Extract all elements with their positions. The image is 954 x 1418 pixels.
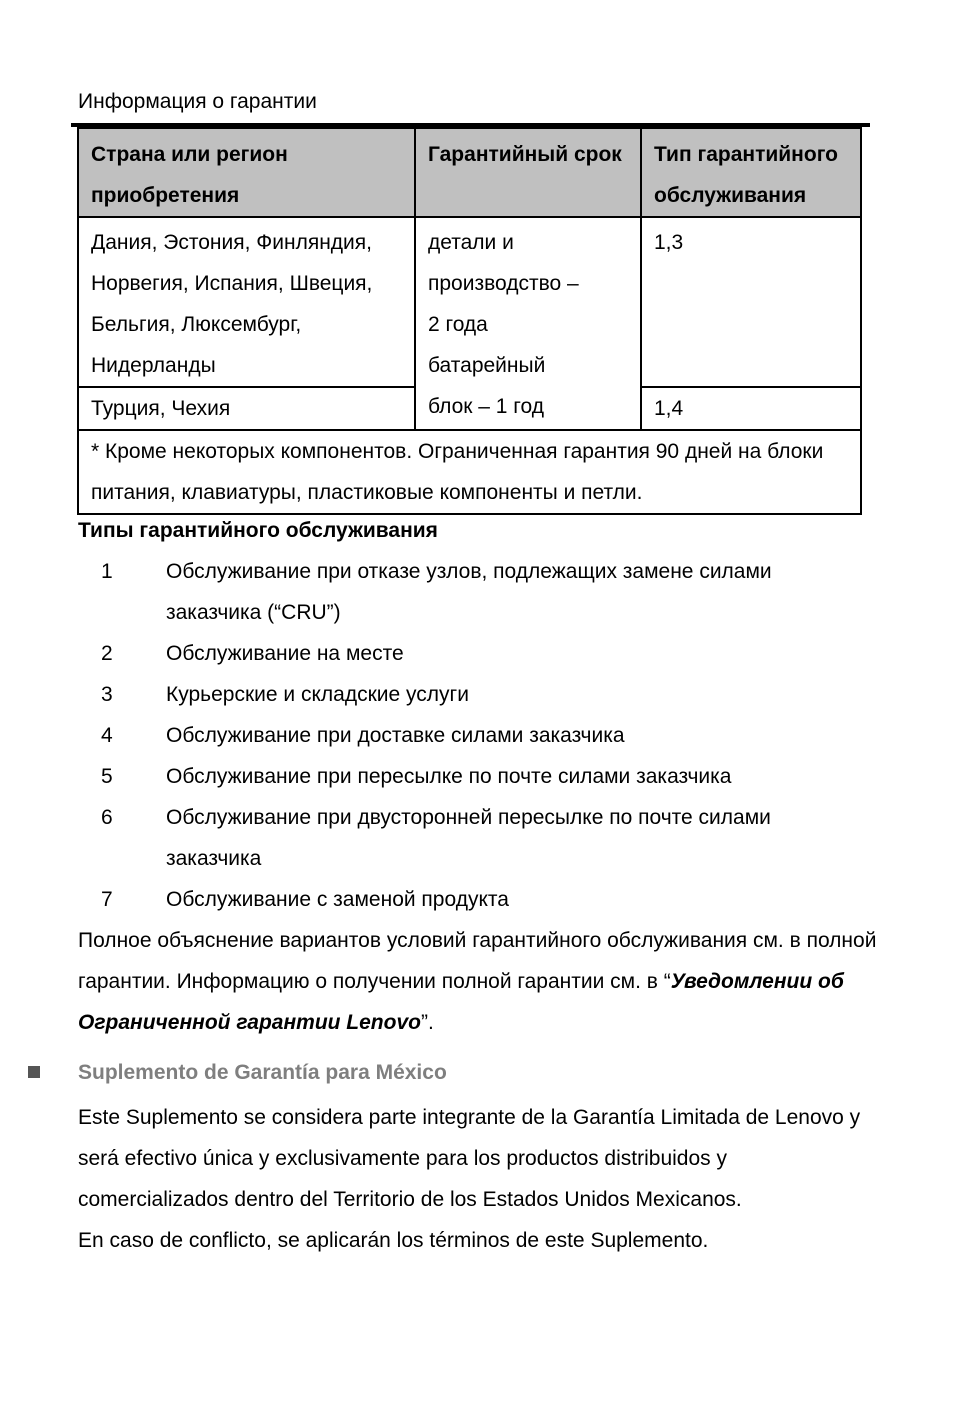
table-caption: Информация о гарантии [78,90,317,113]
period-line: производство – [428,272,579,295]
mexico-text-1: Este Suplemento se considera parte integrante de la Garantía Limitada de Lenovo y será efectivo única y exclusivamente para los productos distribuidos y comercializados dentro del Territorio de los Estados Unidos Mexicanos. [78,1106,861,1211]
header-country: Страна или регион приобретения [78,128,415,217]
period-line: блок – 1 год [428,395,544,418]
header-service-type: Тип гарантийного обслуживания [641,128,861,217]
service-types-heading: Типы гарантийного обслуживания [78,519,438,542]
item-number: 6 [101,806,113,829]
item-text: Курьерские и складские услуги [166,683,469,706]
table-header-row [78,128,861,217]
period-line: батарейный [428,354,546,377]
notice-title: Уведомлении об Ограниченной гарантии Lenovo [78,970,844,1034]
mexico-section-title: Suplemento de Garantía para México [78,1061,447,1084]
item-number: 7 [101,888,113,911]
warranty-table [77,127,862,515]
list-item [0,633,846,674]
period-line: детали и [428,231,514,254]
mexico-paragraph [78,1097,878,1261]
cell-period [415,217,641,430]
item-number: 4 [101,724,113,747]
cell-service-type: 1,3 [641,217,861,387]
item-number: 1 [101,560,113,583]
item-number: 3 [101,683,113,706]
cell-country: Турция, Чехия [78,387,415,430]
square-bullet-icon [28,1066,40,1078]
table-footnote: * Кроме некоторых компонентов. Ограниченная гарантия 90 дней на блоки питания, клавиатуры, пластиковые компоненты и петли. [78,430,861,514]
item-text: Обслуживание при отказе узлов, подлежащих замене силами заказчика (“CRU”) [166,560,772,624]
period-line: 2 года [428,313,488,336]
item-text: Обслуживание при пересылке по почте силами заказчика [166,765,732,788]
list-item [0,797,846,879]
item-number: 5 [101,765,113,788]
list-item [0,674,846,715]
explanation-text: Полное объяснение вариантов условий гарантийного обслуживания см. в полной гарантии. Информацию о получении полной гарантии см. в [78,929,877,993]
mexico-text-2: En caso de conflicto, se aplicarán los términos de este Suplemento. [78,1229,709,1252]
close-quote: ”. [420,1011,434,1034]
list-item [0,756,846,797]
item-number: 2 [101,642,113,665]
item-text: Обслуживание при доставке силами заказчика [166,724,625,747]
header-period: Гарантийный срок [415,128,641,217]
cell-country: Дания, Эстония, Финляндия, Норвегия, Испания, Швеция, Бельгия, Люксембург, Нидерланды [78,217,415,387]
item-text: Обслуживание при двусторонней пересылке по почте силами заказчика [166,806,771,870]
item-text: Обслуживание с заменой продукта [166,888,509,911]
table-row [78,217,861,387]
service-types-list [0,551,954,920]
list-item [0,551,846,633]
open-quote: “ [663,970,671,993]
cell-service-type: 1,4 [641,387,861,430]
list-item [0,879,846,920]
explanation-paragraph [78,920,878,1043]
table-note-row [78,430,861,514]
list-item [0,715,846,756]
item-text: Обслуживание на месте [166,642,404,665]
